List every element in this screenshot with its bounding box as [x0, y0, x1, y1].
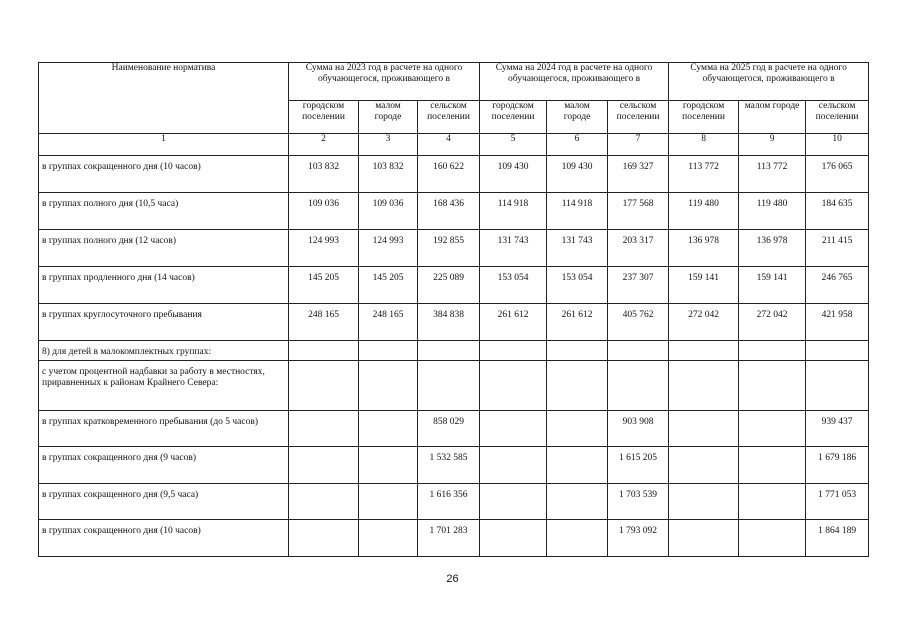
value-cell — [547, 484, 608, 520]
table-row — [39, 230, 869, 267]
value-cell — [547, 447, 608, 484]
value-cell: 103 832 — [359, 156, 418, 193]
value-cell — [359, 484, 418, 520]
value-cell: 119 480 — [739, 193, 806, 230]
table-row — [39, 520, 869, 557]
value-cell — [289, 411, 359, 447]
value-cell: 131 743 — [547, 230, 608, 267]
value-cell: 272 042 — [669, 304, 739, 341]
year-2023-header: Сумма на 2023 год в расчете на одного обучающегося, проживающего в — [289, 63, 480, 101]
value-cell — [739, 411, 806, 447]
value-cell: 248 165 — [359, 304, 418, 341]
value-cell — [359, 411, 418, 447]
value-cell: 109 036 — [359, 193, 418, 230]
value-cell: 114 918 — [480, 193, 547, 230]
value-cell — [547, 411, 608, 447]
value-cell — [608, 341, 669, 361]
value-cell: 261 612 — [480, 304, 547, 341]
value-cell — [669, 520, 739, 557]
name-column-header: Наименование норматива — [39, 63, 289, 134]
column-number: 1 — [39, 134, 289, 156]
row-name: в группах кратковременного пребывания (до 5 часов) — [39, 411, 289, 447]
value-cell: 246 765 — [806, 267, 869, 304]
value-cell — [739, 520, 806, 557]
value-cell: 1 864 189 — [806, 520, 869, 557]
value-cell — [739, 484, 806, 520]
value-cell — [480, 341, 547, 361]
value-cell: 109 430 — [480, 156, 547, 193]
table-row — [39, 304, 869, 341]
value-cell: 939 437 — [806, 411, 869, 447]
table-row — [39, 484, 869, 520]
value-cell: 145 205 — [289, 267, 359, 304]
row-name: в группах сокращенного дня (10 часов) — [39, 520, 289, 557]
value-cell — [480, 520, 547, 557]
value-cell — [480, 447, 547, 484]
value-cell — [359, 341, 418, 361]
value-cell — [547, 520, 608, 557]
value-cell: 1 701 283 — [418, 520, 480, 557]
sub-header: малом городе — [359, 101, 418, 134]
value-cell: 159 141 — [739, 267, 806, 304]
value-cell — [359, 361, 418, 411]
value-cell: 1 771 053 — [806, 484, 869, 520]
value-cell: 177 568 — [608, 193, 669, 230]
value-cell: 153 054 — [480, 267, 547, 304]
value-cell: 184 635 — [806, 193, 869, 230]
year-2024-header: Сумма на 2024 год в расчете на одного обучающегося, проживающего в — [480, 63, 669, 101]
table-row — [39, 361, 869, 411]
value-cell — [547, 341, 608, 361]
value-cell — [669, 484, 739, 520]
value-cell — [739, 341, 806, 361]
table-row — [39, 341, 869, 361]
value-cell: 237 307 — [608, 267, 669, 304]
value-cell: 421 958 — [806, 304, 869, 341]
value-cell: 272 042 — [739, 304, 806, 341]
value-cell: 119 480 — [669, 193, 739, 230]
value-cell: 169 327 — [608, 156, 669, 193]
column-number: 6 — [547, 134, 608, 156]
value-cell: 113 772 — [669, 156, 739, 193]
row-name: в группах сокращенного дня (10 часов) — [39, 156, 289, 193]
value-cell: 405 762 — [608, 304, 669, 341]
normative-table — [38, 62, 869, 557]
sub-header: малом городе — [547, 101, 608, 134]
row-name: в группах полного дня (12 часов) — [39, 230, 289, 267]
value-cell: 159 141 — [669, 267, 739, 304]
value-cell: 211 415 — [806, 230, 869, 267]
value-cell: 114 918 — [547, 193, 608, 230]
value-cell — [608, 361, 669, 411]
value-cell — [739, 447, 806, 484]
value-cell — [669, 411, 739, 447]
sub-header: сельском поселении — [418, 101, 480, 134]
value-cell: 153 054 — [547, 267, 608, 304]
value-cell — [289, 361, 359, 411]
value-cell: 903 908 — [608, 411, 669, 447]
column-number: 9 — [739, 134, 806, 156]
value-cell: 858 029 — [418, 411, 480, 447]
sub-header: сельском поселении — [608, 101, 669, 134]
value-cell: 1 615 205 — [608, 447, 669, 484]
value-cell — [669, 361, 739, 411]
value-cell — [289, 447, 359, 484]
column-numbers-row — [39, 134, 869, 156]
sub-header: городском поселении — [480, 101, 547, 134]
value-cell: 113 772 — [739, 156, 806, 193]
value-cell — [806, 361, 869, 411]
value-cell — [669, 341, 739, 361]
value-cell: 136 978 — [739, 230, 806, 267]
value-cell: 145 205 — [359, 267, 418, 304]
header-row-years — [39, 63, 869, 101]
sub-header: городском поселении — [669, 101, 739, 134]
value-cell: 1 679 186 — [806, 447, 869, 484]
page-number: 26 — [446, 573, 459, 585]
column-number: 4 — [418, 134, 480, 156]
value-cell — [806, 341, 869, 361]
column-number: 3 — [359, 134, 418, 156]
value-cell — [547, 361, 608, 411]
table-row — [39, 156, 869, 193]
value-cell — [289, 520, 359, 557]
value-cell: 103 832 — [289, 156, 359, 193]
year-2025-header: Сумма на 2025 год в расчете на одного обучающегося, проживающего в — [669, 63, 869, 101]
value-cell — [359, 520, 418, 557]
column-number: 2 — [289, 134, 359, 156]
row-name: 8) для детей в малокомплектных группах: — [39, 341, 289, 361]
value-cell — [418, 341, 480, 361]
value-cell — [480, 411, 547, 447]
value-cell: 168 436 — [418, 193, 480, 230]
row-name: в группах круглосуточного пребывания — [39, 304, 289, 341]
column-number: 5 — [480, 134, 547, 156]
value-cell: 225 089 — [418, 267, 480, 304]
row-name: с учетом процентной надбавки за работу в местностях, приравненных к районам Крайнего Севера: — [39, 361, 289, 411]
value-cell: 203 317 — [608, 230, 669, 267]
value-cell: 124 993 — [289, 230, 359, 267]
value-cell — [418, 361, 480, 411]
value-cell: 124 993 — [359, 230, 418, 267]
value-cell: 131 743 — [480, 230, 547, 267]
table-row — [39, 447, 869, 484]
row-name: в группах продленного дня (14 часов) — [39, 267, 289, 304]
table-row — [39, 411, 869, 447]
value-cell: 136 978 — [669, 230, 739, 267]
row-name: в группах сокращенного дня (9 часов) — [39, 447, 289, 484]
sub-header: сельском поселении — [806, 101, 869, 134]
value-cell — [669, 447, 739, 484]
value-cell: 160 622 — [418, 156, 480, 193]
value-cell: 1 532 585 — [418, 447, 480, 484]
value-cell — [289, 341, 359, 361]
table-row — [39, 193, 869, 230]
value-cell — [480, 361, 547, 411]
value-cell: 261 612 — [547, 304, 608, 341]
sub-header: малом городе — [739, 101, 806, 134]
value-cell: 1 616 356 — [418, 484, 480, 520]
value-cell — [359, 447, 418, 484]
value-cell — [739, 361, 806, 411]
value-cell: 1 703 539 — [608, 484, 669, 520]
column-number: 7 — [608, 134, 669, 156]
value-cell — [289, 484, 359, 520]
column-number: 8 — [669, 134, 739, 156]
sub-header: городском поселении — [289, 101, 359, 134]
value-cell: 384 838 — [418, 304, 480, 341]
value-cell: 192 855 — [418, 230, 480, 267]
value-cell: 109 430 — [547, 156, 608, 193]
table-row — [39, 267, 869, 304]
row-name: в группах сокращенного дня (9,5 часа) — [39, 484, 289, 520]
value-cell: 109 036 — [289, 193, 359, 230]
value-cell: 176 065 — [806, 156, 869, 193]
value-cell: 248 165 — [289, 304, 359, 341]
row-name: в группах полного дня (10,5 часа) — [39, 193, 289, 230]
value-cell — [480, 484, 547, 520]
value-cell: 1 793 092 — [608, 520, 669, 557]
column-number: 10 — [806, 134, 869, 156]
